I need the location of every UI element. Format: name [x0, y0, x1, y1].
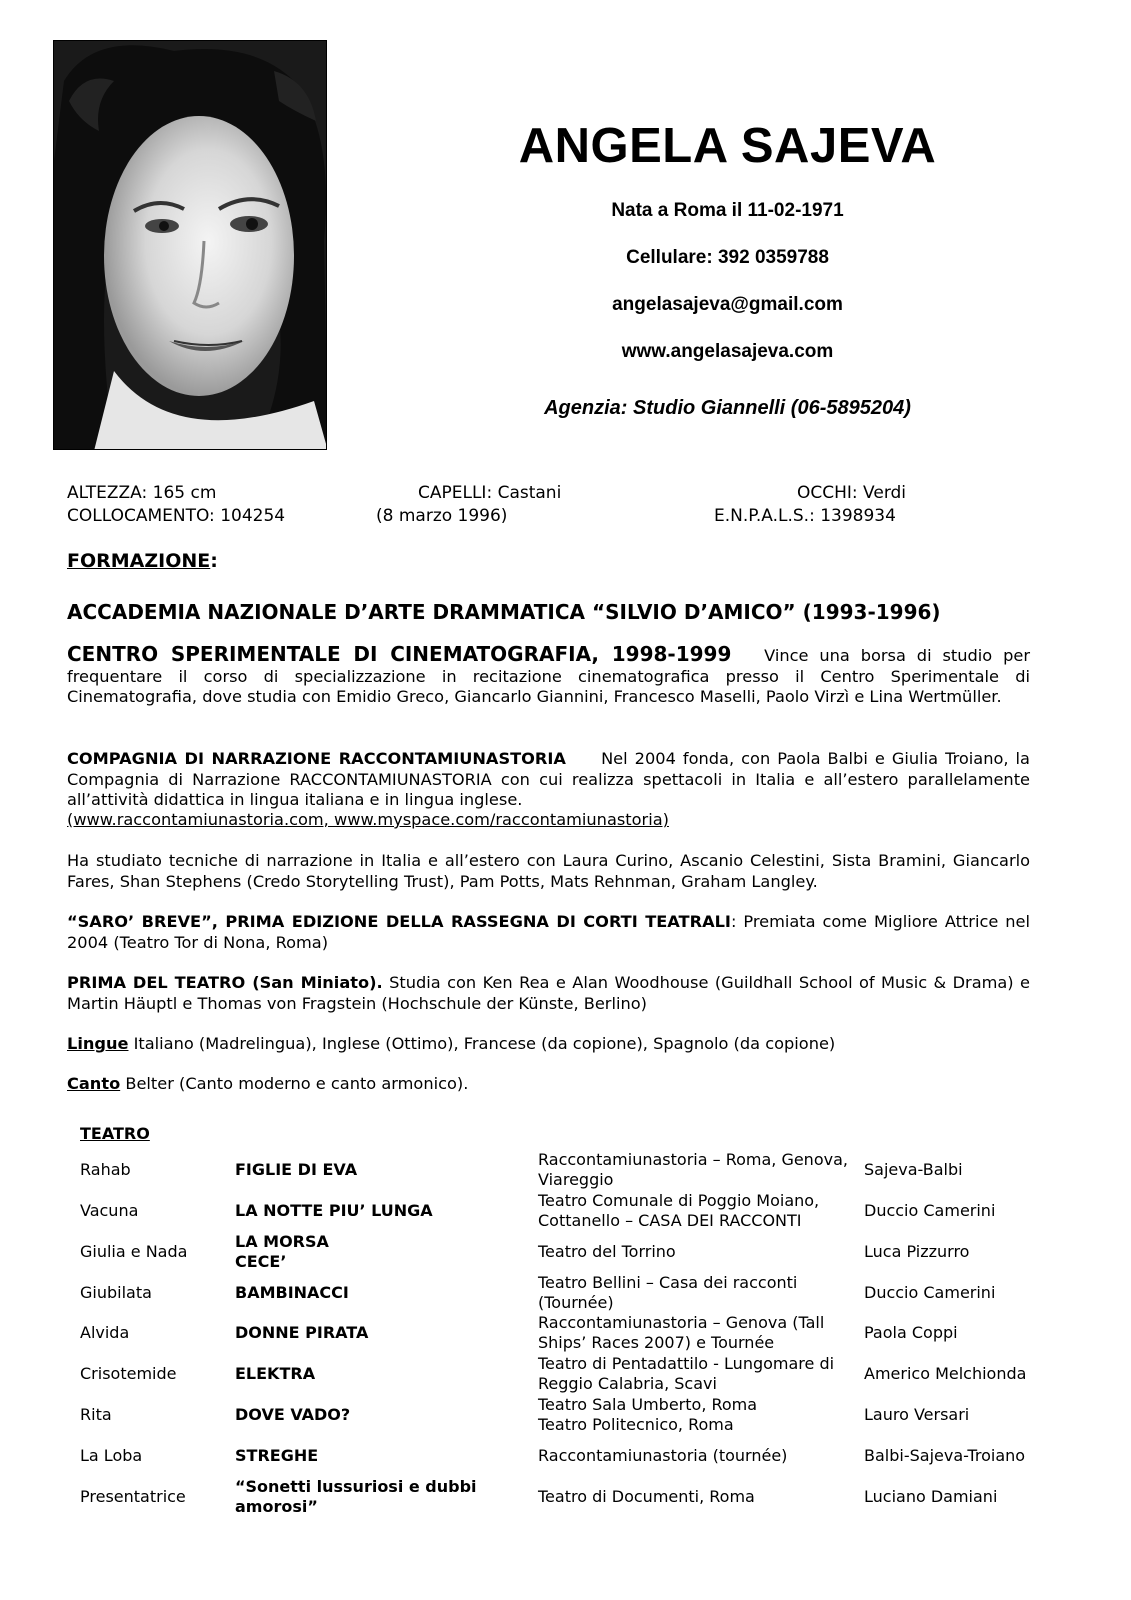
director-cell: Duccio Camerini [864, 1200, 996, 1220]
compagnia-paragraph [67, 749, 1030, 811]
place-cell: Teatro del Torrino [538, 1241, 676, 1261]
role-cell: Vacuna [80, 1200, 139, 1220]
canto-text: Belter (Canto moderno e canto armonico). [120, 1074, 469, 1093]
table-row [80, 1394, 1030, 1435]
director-cell: Sajeva-Balbi [864, 1159, 963, 1179]
title-cell: “Sonetti lussuriosi e dubbi amorosi” [235, 1476, 477, 1516]
role-cell: La Loba [80, 1445, 143, 1465]
lingue-text: Italiano (Madrelingua), Inglese (Ottimo), Francese (da copione), Spagnolo (da copione) [128, 1034, 836, 1053]
accademia-title: ACCADEMIA NAZIONALE D’ARTE DRAMMATICA “SILVIO D’AMICO” (1993-1996) [67, 600, 941, 624]
table-row [80, 1476, 1030, 1517]
formazione-heading: FORMAZIONE: [67, 550, 218, 572]
canto-paragraph [67, 1074, 1030, 1095]
table-row [80, 1353, 1030, 1394]
csc-text: Vince una borsa di studio per frequentare il corso di specializzazione in recitazione cinematografica presso il Centro Sperimentale di Cinematografia, dove studia con Emidio Greco, Giancarlo Giannini, Francesco Maselli, Paolo Virzì e Lina Wertmüller. [67, 646, 1031, 706]
director-cell: Duccio Camerini [864, 1282, 996, 1302]
hair-field: CAPELLI: Castani [418, 483, 562, 503]
director-cell: Paola Coppi [864, 1322, 958, 1342]
table-row [80, 1435, 1030, 1476]
place-cell: Raccontamiunastoria (tournée) [538, 1445, 788, 1465]
table-row [80, 1312, 1030, 1353]
phone-number: Cellulare: 392 0359788 [626, 247, 829, 268]
role-cell: Rita [80, 1404, 112, 1424]
role-cell: Giulia e Nada [80, 1241, 188, 1261]
csc-paragraph [67, 644, 1030, 708]
email-address: angelasajeva@gmail.com [612, 294, 843, 315]
teatro-heading: TEATRO [80, 1124, 150, 1143]
place-cell: Teatro Sala Umberto, Roma Teatro Politecnico, Roma [538, 1394, 758, 1434]
saro-text: : Premiata come Migliore Attrice nel 2004 (Teatro Tor di Nona, Roma) [67, 912, 1030, 952]
lingue-paragraph [67, 1034, 1030, 1055]
role-cell: Giubilata [80, 1282, 152, 1302]
director-cell: Luca Pizzurro [864, 1241, 970, 1261]
csc-title: CENTRO SPERIMENTALE DI CINEMATOGRAFIA, 1998-1999 [67, 642, 732, 666]
title-cell: LA MORSA CECE’ [235, 1231, 329, 1271]
compagnia-title: COMPAGNIA DI NARRAZIONE RACCONTAMIUNASTORIA [67, 749, 566, 768]
enpals-field: E.N.P.A.L.S.: 1398934 [714, 506, 896, 526]
collocamento-date: (8 marzo 1996) [376, 506, 508, 526]
title-cell: STREGHE [235, 1445, 319, 1465]
place-cell: Raccontamiunastoria – Genova (Tall Ships’ Races 2007) e Tournée [538, 1312, 825, 1352]
prima-paragraph [67, 973, 1030, 1014]
compagnia-links[interactable] [67, 810, 1030, 831]
compagnia-text: Nel 2004 fonda, con Paola Balbi e Giulia Troiano, la Compagnia di Narrazione RACCONTAMIUNASTORIA con cui realizza spettacoli in Italia e all’estero parallelamente all’attività didattica in lingua italiana e in lingua inglese. [67, 749, 1030, 809]
title-cell: FIGLIE DI EVA [235, 1159, 358, 1179]
role-cell: Rahab [80, 1159, 131, 1179]
place-cell: Teatro Comunale di Poggio Moiano, Cottanello – CASA DEI RACCONTI [538, 1190, 820, 1230]
place-cell: Teatro di Pentadattilo - Lungomare di Reggio Calabria, Scavi [538, 1353, 835, 1393]
title-cell: DONNE PIRATA [235, 1322, 369, 1342]
title-cell: ELEKTRA [235, 1363, 316, 1383]
table-row [80, 1272, 1030, 1313]
portrait-illustration [54, 41, 327, 450]
place-cell: Raccontamiunastoria – Roma, Genova, Viareggio [538, 1149, 848, 1189]
director-cell: Balbi-Sajeva-Troiano [864, 1445, 1026, 1465]
collocamento-field: COLLOCAMENTO: 104254 [67, 506, 286, 526]
title-cell: DOVE VADO? [235, 1404, 351, 1424]
agency-info: Agenzia: Studio Giannelli (06-5895204) [544, 397, 911, 419]
prima-text: Studia con Ken Rea e Alan Woodhouse (Guildhall School of Music & Drama) e Martin Häuptl e Thomas von Fragstein (Hochschule der Künste, Berlino) [67, 973, 1030, 1013]
saro-paragraph [67, 912, 1030, 953]
table-row [80, 1149, 1030, 1190]
title-cell: LA NOTTE PIU’ LUNGA [235, 1200, 433, 1220]
height-field: ALTEZZA: 165 cm [67, 483, 217, 503]
place-cell: Teatro Bellini – Casa dei racconti (Tournée) [538, 1272, 798, 1312]
lingue-label: Lingue [67, 1034, 129, 1053]
prima-title: PRIMA DEL TEATRO (San Miniato). [67, 973, 383, 992]
birth-info: Nata a Roma il 11-02-1971 [611, 200, 844, 221]
website: www.angelasajeva.com [621, 341, 834, 362]
director-cell: Americo Melchionda [864, 1363, 1027, 1383]
place-cell: Teatro di Documenti, Roma [538, 1486, 755, 1506]
candidate-name: ANGELA SAJEVA [518, 119, 937, 173]
role-cell: Presentatrice [80, 1486, 186, 1506]
portrait-photo [53, 40, 327, 450]
role-cell: Crisotemide [80, 1363, 177, 1383]
narrazione-paragraph: Ha studiato tecniche di narrazione in Italia e all’estero con Laura Curino, Ascanio Celestini, Sista Bramini, Giancarlo Fares, Shan Stephens (Credo Storytelling Trust), Pam Potts, Mats Rehnman, Graham Langley. [67, 851, 1030, 891]
table-row [80, 1190, 1030, 1231]
director-cell: Luciano Damiani [864, 1486, 998, 1506]
saro-title: “SARO’ BREVE”, PRIMA EDIZIONE DELLA RASSEGNA DI CORTI TEATRALI [67, 912, 731, 931]
compagnia-links-text: (www.raccontamiunastoria.com, www.myspace.com/raccontamiunastoria) [67, 810, 669, 829]
table-row [80, 1231, 1030, 1272]
canto-label: Canto [67, 1074, 121, 1093]
title-cell: BAMBINACCI [235, 1282, 349, 1302]
role-cell: Alvida [80, 1322, 130, 1342]
eyes-field: OCCHI: Verdi [797, 483, 907, 503]
director-cell: Lauro Versari [864, 1404, 970, 1424]
